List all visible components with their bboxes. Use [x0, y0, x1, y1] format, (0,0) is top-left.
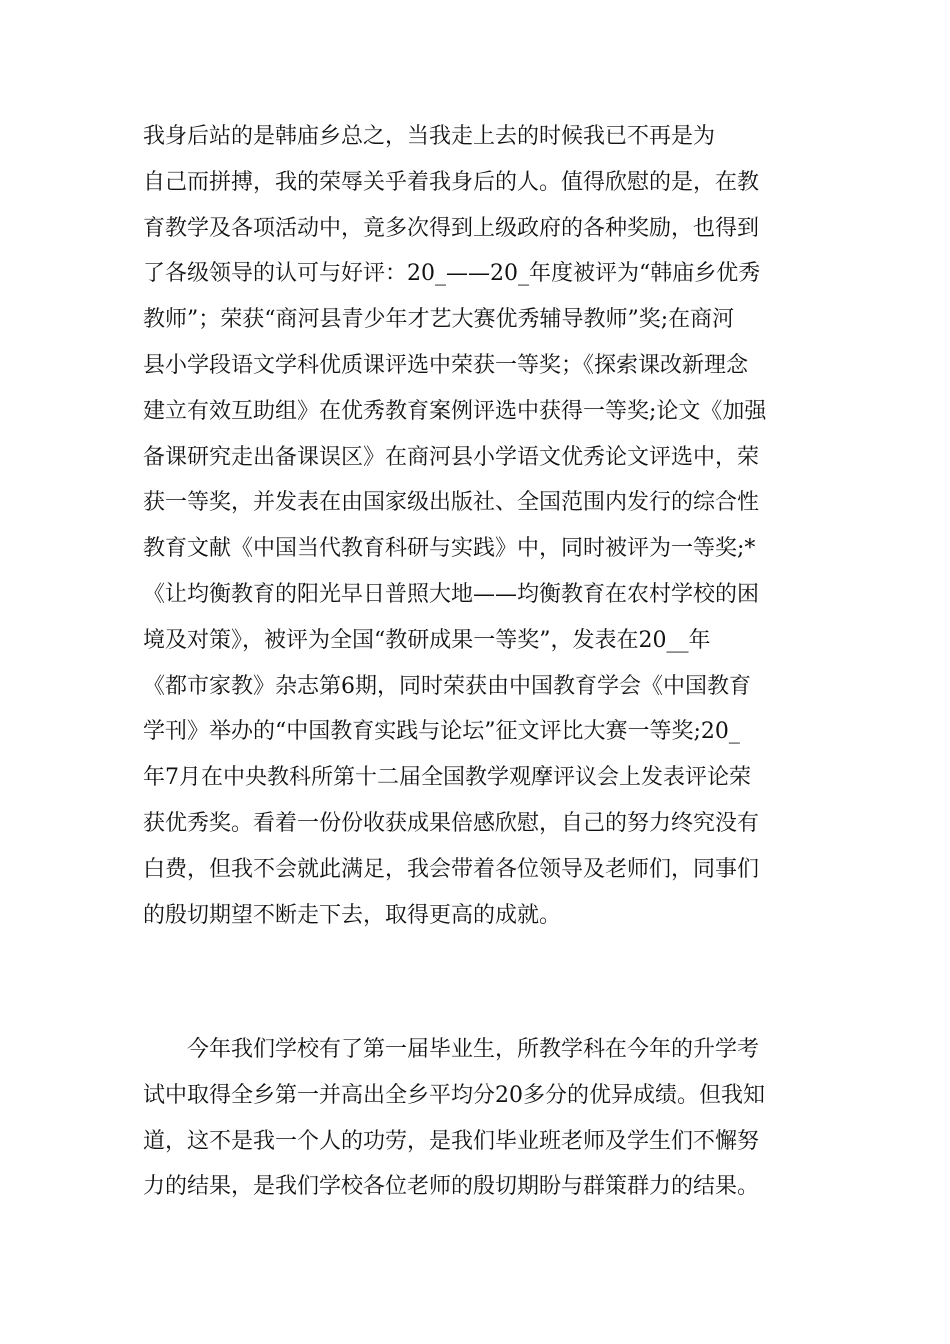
text-line: 试中取得全乡第一并高出全乡平均分20多分的优异成绩。但我知 [143, 1082, 765, 1108]
text-line: 教师”；荣获“商河县青少年才艺大赛优秀辅导教师”奖;在商河 [143, 307, 735, 333]
text-line: 教育文献《中国当代教育科研与实践》中，同时被评为一等奖;* [143, 536, 756, 562]
text-line: 我身后站的是韩庙乡总之，当我走上去的时候我已不再是为 [143, 124, 716, 149]
text-line: 力的结果，是我们学校各位老师的殷切期盼与群策群力的结果。 [143, 1174, 760, 1200]
text-line: 《都市家教》杂志第6期，同时荣获由中国教育学会《中国教育 [143, 673, 751, 699]
text-line: 获一等奖，并发表在由国家级出版社、全国范围内发行的综合性 [143, 490, 760, 516]
text-line: 道，这不是我一个人的功劳，是我们毕业班老师及学生们不懈努 [143, 1128, 760, 1154]
text-line: 育教学及各项活动中，竟多次得到上级政府的各种奖励，也得到 [143, 215, 760, 241]
text-line: 建立有效互助组》在优秀教育案例评选中获得一等奖;论文《加强 [143, 398, 767, 424]
text-line: 的殷切期望不断走下去，取得更高的成就。 [143, 902, 562, 928]
text-line: 今年我们学校有了第一届毕业生，所教学科在今年的升学考 [187, 1037, 760, 1062]
paragraph-graduation [143, 1027, 823, 1210]
text-line: 学刊》举办的“中国教育实践与论坛”征文评比大赛一等奖;20_ [143, 719, 740, 745]
text-line: 《让均衡教育的阳光早日普照大地——均衡教育在农村学校的困 [143, 581, 760, 607]
text-line: 白费，但我不会就此满足，我会带着各位领导及老师们，同事们 [143, 856, 760, 882]
text-line: 年7月在中央教科所第十二届全国教学观摩评议会上发表评论荣 [143, 765, 751, 791]
text-line: 获优秀奖。看着一份份收获成果倍感欣慰，自己的努力终究没有 [143, 810, 760, 836]
text-line: 备课研究走出备课误区》在商河县小学语文优秀论文评选中，荣 [143, 444, 760, 470]
text-line: 自己而拼搏，我的荣辱关乎着我身后的人。值得欣慰的是，在教 [143, 169, 760, 195]
text-line: 境及对策》，被评为全国“教研成果一等奖”，发表在20__年 [143, 627, 711, 653]
text-line: 了各级领导的认可与好评：20_——20_年度被评为“韩庙乡优秀 [143, 261, 761, 287]
text-line: 县小学段语文学科优质课评选中荣获一等奖；《探索课改新理念 [143, 352, 749, 378]
paragraph-awards [143, 114, 823, 938]
